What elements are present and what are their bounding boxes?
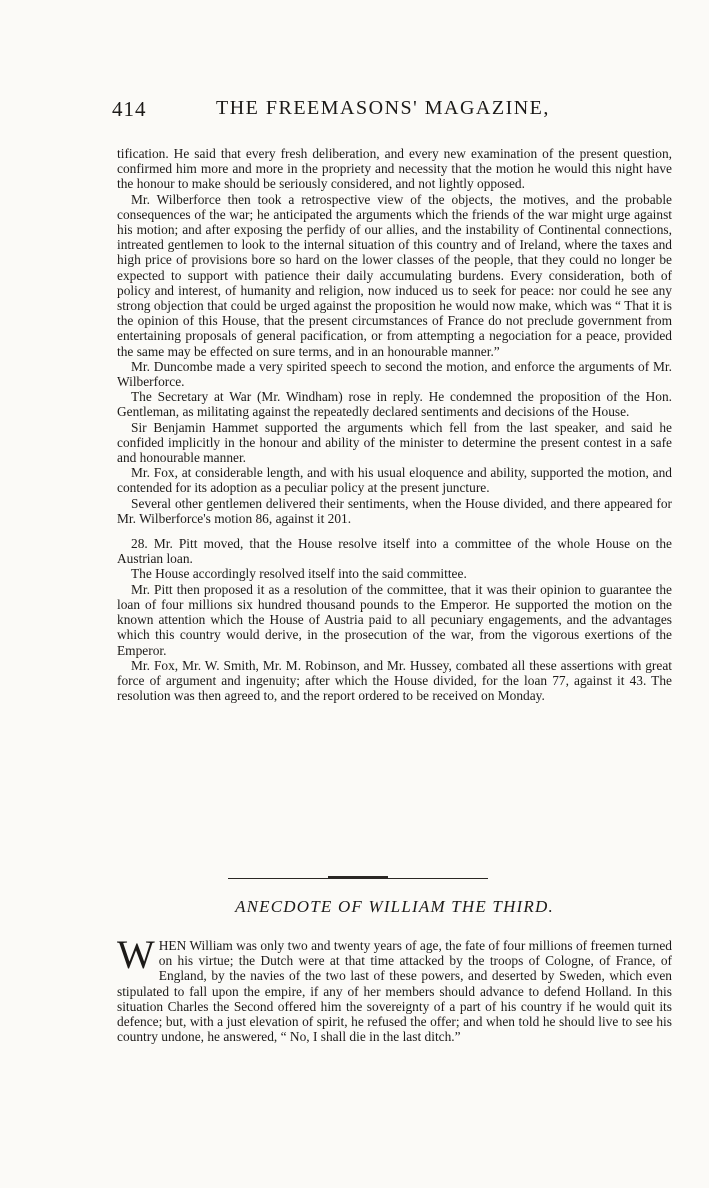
paragraph: 28. Mr. Pitt moved, that the House resolve itself into a committee of the whole House on the Austrian loan. xyxy=(117,536,672,567)
paragraph: Sir Benjamin Hammet supported the arguments which fell from the last speaker, and said he confided implicitly in the honour and ability of the minister to determine the present contest in a safe and honourable manner. xyxy=(117,419,672,466)
paragraph: Mr. Fox, at considerable length, and with his usual eloquence and ability, supported the motion, and contended for its adoption as a peculiar policy at the present juncture. xyxy=(117,465,672,496)
paragraph: The House accordingly resolved itself into the said committee. xyxy=(131,566,467,582)
parliamentary-report xyxy=(117,146,672,703)
paragraph: Mr. Wilberforce then took a retrospective view of the objects, the motives, and the probable consequences of the war; he anticipated the arguments which the friends of the war might urge against his motion; and after exposing the perfidy of our allies, and the instability of Continental connections, intreated gentlemen to look to the internal situation of this country and of Ireland, where the taxes and high price of provisions bore so hard on the lower classes of the people, that they could no longer be expected to support with patience their daily accumulating burdens. Every consideration, both of policy and interest, of humanity and religion, now induced us to seek for peace: nor could he see any strong objection that could be urged against the proposition he would now make, which was “ That it is the opinion of this House, that the present circumstances of France do not preclude government from entertaining proposals of general pacification, or from attempting a negociation for a peace, provided the same may be effected on sure terms, and in an honourable manner.” xyxy=(117,191,672,359)
anecdote-body xyxy=(117,932,672,1045)
running-title: THE FREEMASONS' MAGAZINE, xyxy=(216,97,550,119)
page-header xyxy=(112,97,672,123)
anecdote-title: ANECDOTE OF WILLIAM THE THIRD. xyxy=(235,897,554,916)
paragraph: The Secretary at War (Mr. Windham) rose in reply. He condemned the proposition of the Hon. Gentleman, as militating against the repeatedly declared sentiments and decisions of the House. xyxy=(117,389,672,420)
drop-cap: W xyxy=(117,932,155,977)
anecdote-text: HEN William was only two and twenty years of age, the fate of four millions of freemen turned on his virtue; the Dutch were at that time attacked by the troops of Cologne, of France, of England, by the navies of the two last of these powers, and deserted by Sweden, which even stipulated to fall upon the empire, if any of her members should advance to defend Holland. In this situation Charles the Second offered him the sovereignty of a part of his country if he would quit its defence; but, with a just elevation of spirit, he refused the offer; and when told he should live to see his country undone, he answered, “ No, I shall die in the last ditch.” xyxy=(117,938,672,1045)
page-number: 414 xyxy=(112,97,147,121)
paragraph: Mr. Fox, Mr. W. Smith, Mr. M. Robinson, and Mr. Hussey, combated all these assertions with great force of argument and ingenuity; after which the House divided, for the loan 77, against it 43. The resolution was then agreed to, and the report ordered to be received on Monday. xyxy=(117,657,672,704)
section-divider xyxy=(228,878,488,879)
paragraph: Mr. Pitt then proposed it as a resolution of the committee, that it was their opinion to guarantee the loan of four millions six hundred thousand pounds to the Emperor. He supported the motion on the known attention which the House of Austria paid to all pecuniary engagements, and the advantages which this country would derive, in the prosecution of the war, from the vigorous exertions of the Emperor. xyxy=(117,581,672,658)
paragraph: Mr. Duncombe made a very spirited speech to second the motion, and enforce the arguments of Mr. Wilberforce. xyxy=(117,358,672,390)
paragraph: Several other gentlemen delivered their sentiments, when the House divided, and there appeared for Mr. Wilberforce's motion 86, against it 201. xyxy=(117,495,672,526)
paragraph: tification. He said that every fresh deliberation, and every new examination of the present question, confirmed him more and more in the propriety and necessity that the motion he would this night have the honour to make should be seriously considered, and not lightly opposed. xyxy=(117,146,672,192)
